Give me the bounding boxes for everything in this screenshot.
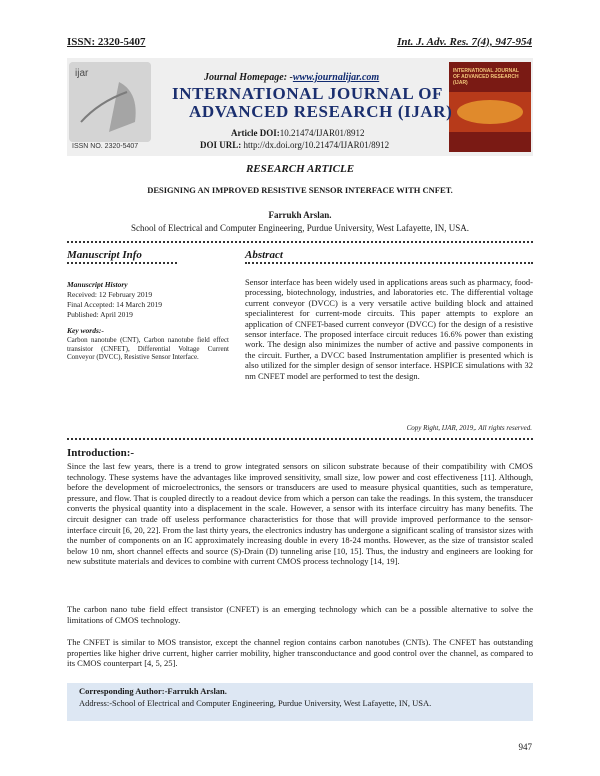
received-date: Received: 12 February 2019 xyxy=(67,290,153,299)
doi-link[interactable]: http://dx.doi.org/10.21474/IJAR01/8912 xyxy=(243,140,390,150)
abstract-heading: Abstract xyxy=(245,249,283,261)
intro-paragraph-1: Since the last few years, there is a trend to grow integrated sensors on silicon substrate because of their compatibility with CMOS technology. These systems have the advantages like improved sensitivity, small size, low power and cost effectiveness [11]. Although, before the development of microelectronics, the sensors or transducers are used to measure physical quantities, such as temperature, pressure, and flow. That is coupled directly to a readout device from which a person can take the readings. In this system, the transducer converts the physical quantity into a displacement in the scale. However, a sensor with its interface circuitry has many benefits. The circuit designer can trade off useless performance characteristics for those that will provide improved performance to the sensor-interface circuit [6, 20, 22]. From the last thirty years, the electronics industry has undergone a significant scaling of transistor sizes with the number of components on an IC approximately increasing double in every 18-24 months. However, as the size of transistor scaled below 10 nm, short channel effects and source (S)-Drain (D) tunneling arise [10, 15]. Thus, the industry and engineers are looking for new substitute materials and devices to combine with current CMOS process technology [14, 19]. xyxy=(67,461,533,567)
author-affiliation: School of Electrical and Computer Engineering, Purdue University, West Lafayette, IN, USA. xyxy=(131,223,469,233)
article-doi: Article DOI:10.21474/IJAR01/8912 xyxy=(231,128,365,138)
manuscript-history-label: Manuscript History xyxy=(67,280,128,289)
divider-bottom xyxy=(67,438,533,440)
accepted-date: Final Accepted: 14 March 2019 xyxy=(67,300,162,309)
article-type: RESEARCH ARTICLE xyxy=(245,163,355,175)
journal-title-line2: ADVANCED RESEARCH (IJAR) xyxy=(189,102,453,121)
homepage-link[interactable]: www.journalijar.com xyxy=(292,72,380,83)
copyright-notice: Copy Right, IJAR, 2019,. All rights reserved. xyxy=(406,424,532,432)
keywords-text: Carbon nanotube (CNT), Carbon nanotube field effect transistor (CNFET), Differential Voltage Current Conveyor (DVCC), Resistive Sensor Interface. xyxy=(67,336,229,362)
corresponding-author-address: Address:-School of Electrical and Computer Engineering, Purdue University, West Lafayette, IN, USA. xyxy=(79,698,432,708)
published-date: Published: April 2019 xyxy=(67,310,133,319)
ijar-logo-icon xyxy=(69,62,151,142)
manuscript-divider xyxy=(67,262,177,264)
manuscript-info-heading: Manuscript Info xyxy=(67,249,142,261)
doi-url: DOI URL: http://dx.doi.org/10.21474/IJAR01/8912 xyxy=(200,140,390,150)
journal-homepage: Journal Homepage: -www.journalijar.com xyxy=(204,72,380,83)
journal-cover-icon xyxy=(449,62,531,152)
intro-paragraph-2: The carbon nano tube field effect transistor (CNFET) is an emerging technology which can be a possible alternative to solve the limitations of CMOS technology. xyxy=(67,604,533,625)
journal-title-line1: INTERNATIONAL JOURNAL OF xyxy=(172,84,444,103)
paper-title: DESIGNING AN IMPROVED RESISTIVE SENSOR INTERFACE WITH CNFET. xyxy=(147,185,453,195)
abstract-text: Sensor interface has been widely used in applications areas such as pharmacy, food-processing, biotechnology, industries, and laboratories etc. The differential voltage current conveyor (DVCC) is a very versatile active building block and attained specialinterest for current-mode circuits. This paper attempts to explore an application of CNFET-based current conveyor (DVCC) for the design of a resistive sensor interface. The proposed interface circuit reduces 16.6% power than existing work. The design also minimizes the number of active and passive components in the circuit. Further, a DVCC based Instrumentation amplifier is presented which is also utilized for the simpler design of sensor interface. HSPICE simulations with 32 nm CNFET model are performed to test the design. xyxy=(245,277,533,381)
journal-cover-title: INTERNATIONAL JOURNAL OF ADVANCED RESEARCH (IJAR) xyxy=(453,68,519,86)
issn-label: ISSN: 2320-5407 xyxy=(67,36,146,48)
journal-reference: Int. J. Adv. Res. 7(4), 947-954 xyxy=(397,36,532,48)
logo-text: ijar xyxy=(75,68,89,79)
author-name: Farrukh Arslan. xyxy=(268,210,332,220)
intro-paragraph-3: The CNFET is similar to MOS transistor, except the channel region contains carbon nanotubes (CNTs). The CNFET has outstanding properties like higher drive current, higher carrier mobility, higher transconductance and good control over the channel, as compared to its CMOS counterpart [4, 5, 25]. xyxy=(67,637,533,669)
page-number: 947 xyxy=(518,742,532,752)
abstract-divider xyxy=(245,262,533,264)
introduction-heading: Introduction:- xyxy=(67,447,135,459)
logo-issn: ISSN NO. 2320-5407 xyxy=(72,143,139,150)
divider-top xyxy=(67,241,533,243)
corresponding-author-heading: Corresponding Author:-Farrukh Arslan. xyxy=(79,686,227,696)
keywords-label: Key words:- xyxy=(67,326,104,335)
